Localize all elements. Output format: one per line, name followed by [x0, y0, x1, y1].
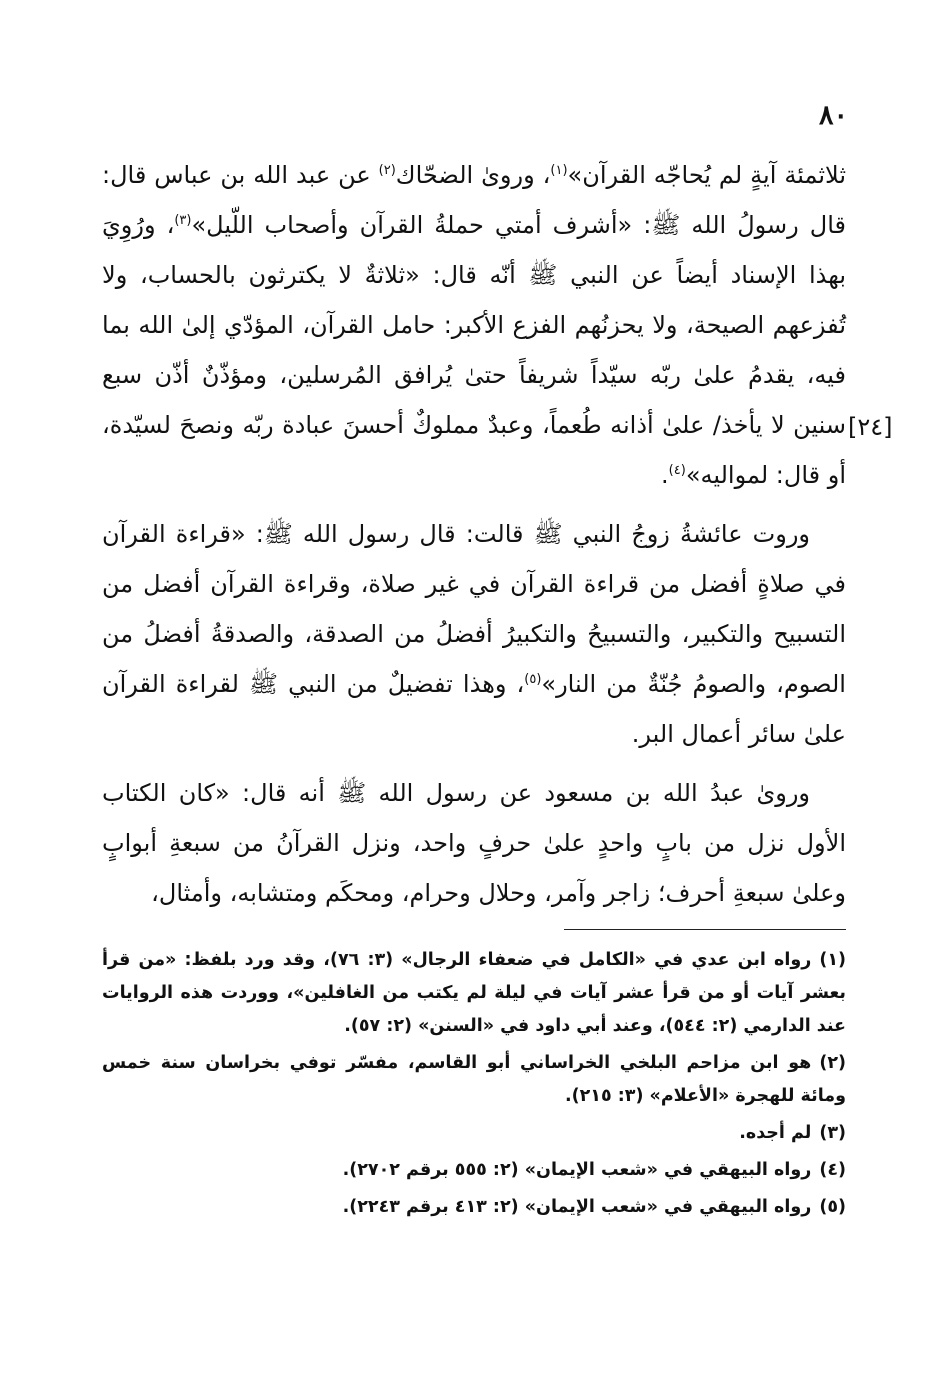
footnote — [102, 1117, 846, 1150]
footnote — [102, 1047, 846, 1113]
text-segment: وروت عائشةُ زوجُ النبي ﷺ قالت: قال رسول الله ﷺ: «قراءة القرآن في صلاةٍ أفضل من قراءة القرآن في غير صلاة، وقراءة القرآن أفضل من التسبيح والتكبير، والتسبيحُ والتكبيرُ أفضلُ من الصدقة، والصدقةُ أفضلُ من الصوم، والصومُ جُنّةٌ من النار» — [102, 520, 846, 698]
footnote-separator — [564, 929, 846, 930]
page-number: ٨٠ — [818, 100, 848, 131]
footnote-text: رواه ابن عدي في «الكامل في ضعفاء الرجال» (٣: ٧٦)، وقد ورد بلفظ: «من قرأ بعشر آيات أو من قرأ عشر آيات في ليلة لم يكتب من الغافلين»، ووردت هذه الروايات عند الدارمي (٢: ٥٤٤)، وعند أبي داود في «السنن» (٢: ٥٧). — [102, 950, 846, 1036]
footnote-number: (١) — [819, 950, 847, 970]
footnotes — [102, 944, 846, 1228]
text-segment: وروىٰ عبدُ الله بن مسعود عن رسول الله ﷺ أنه قال: «كان الكتاب الأول نزل من بابٍ واحدٍ علىٰ حرفٍ واحد، ونزل القرآنُ من سبعةِ أبوابٍ وعلىٰ سبعةِ أحرف؛ زاجر وآمر، وحلال وحرام، ومحكَم ومتشابه، وأمثال، — [102, 779, 846, 907]
text-segment: ، وهذا تفضيلٌ من النبي ﷺ لقراءة القرآن علىٰ سائر أعمال البر. — [102, 670, 846, 748]
text-segment: ، وروىٰ الضحّاك — [395, 161, 551, 189]
footnote — [102, 1191, 846, 1224]
footnote-text: هو ابن مزاحم البلخي الخراساني أبو القاسم، مفسّر توفي بخراسان سنة خمس ومائة للهجرة «الأعلام» (٣: ٢١٥). — [102, 1053, 846, 1106]
footnote-text: رواه البيهقي في «شعب الإيمان» (٢: ٤١٣ برقم ٢٢٤٣). — [342, 1197, 812, 1217]
footnote-number: (٣) — [819, 1123, 846, 1143]
footnote-ref: (٢) — [378, 163, 396, 178]
paragraph — [102, 150, 846, 500]
footnote — [102, 1154, 846, 1187]
footnote-number: (٤) — [819, 1160, 846, 1180]
footnote-ref: (١) — [550, 163, 568, 178]
footnote-ref: (٣) — [174, 213, 192, 228]
footnote-ref: (٥) — [524, 672, 542, 687]
footnote-text: لم أجده. — [739, 1123, 812, 1143]
margin-page-marker: [٢٤] — [848, 413, 893, 441]
main-text — [102, 150, 846, 927]
paragraph — [102, 768, 846, 918]
text-segment: عن عبد الله بن عباس قال: قال رسولُ الله ﷺ: «أشرف أمتي حملةُ القرآن وأصحاب اللّيل» — [102, 161, 846, 239]
footnote-ref: (٤) — [668, 463, 686, 478]
footnote-number: (٢) — [819, 1053, 846, 1073]
footnote-number: (٥) — [819, 1197, 846, 1217]
text-segment: ، ورُوِيَ بهذا الإسناد أيضاً عن النبي ﷺ أنّه قال: «ثلاثةٌ لا يكترثون بالحساب، ولا تُفزعهم الصيحة، ولا يحزنُهم الفزع الأكبر: حامل القرآن، المؤدّي إلىٰ الله بما فيه، يقدمُ علىٰ ربّه سيّداً شريفاً حتىٰ يُرافق المُرسلين، ومؤذّنٌ أذّن سبع سنين لا يأخذ/ علىٰ أذانه طُعماً، وعبدٌ مملوكٌ أحسنَ عبادة ربّه ونصحَ لسيّدة، أو قال: لمواليه» — [102, 211, 846, 489]
text-segment: ثلاثمئة آيةٍ لم يُحاجّه القرآن» — [567, 161, 846, 189]
paragraph — [102, 509, 846, 759]
footnote — [102, 944, 846, 1043]
footnote-text: رواه البيهقي في «شعب الإيمان» (٢: ٥٥٥ برقم ٢٧٠٢). — [342, 1160, 812, 1180]
text-segment: . — [661, 461, 669, 489]
